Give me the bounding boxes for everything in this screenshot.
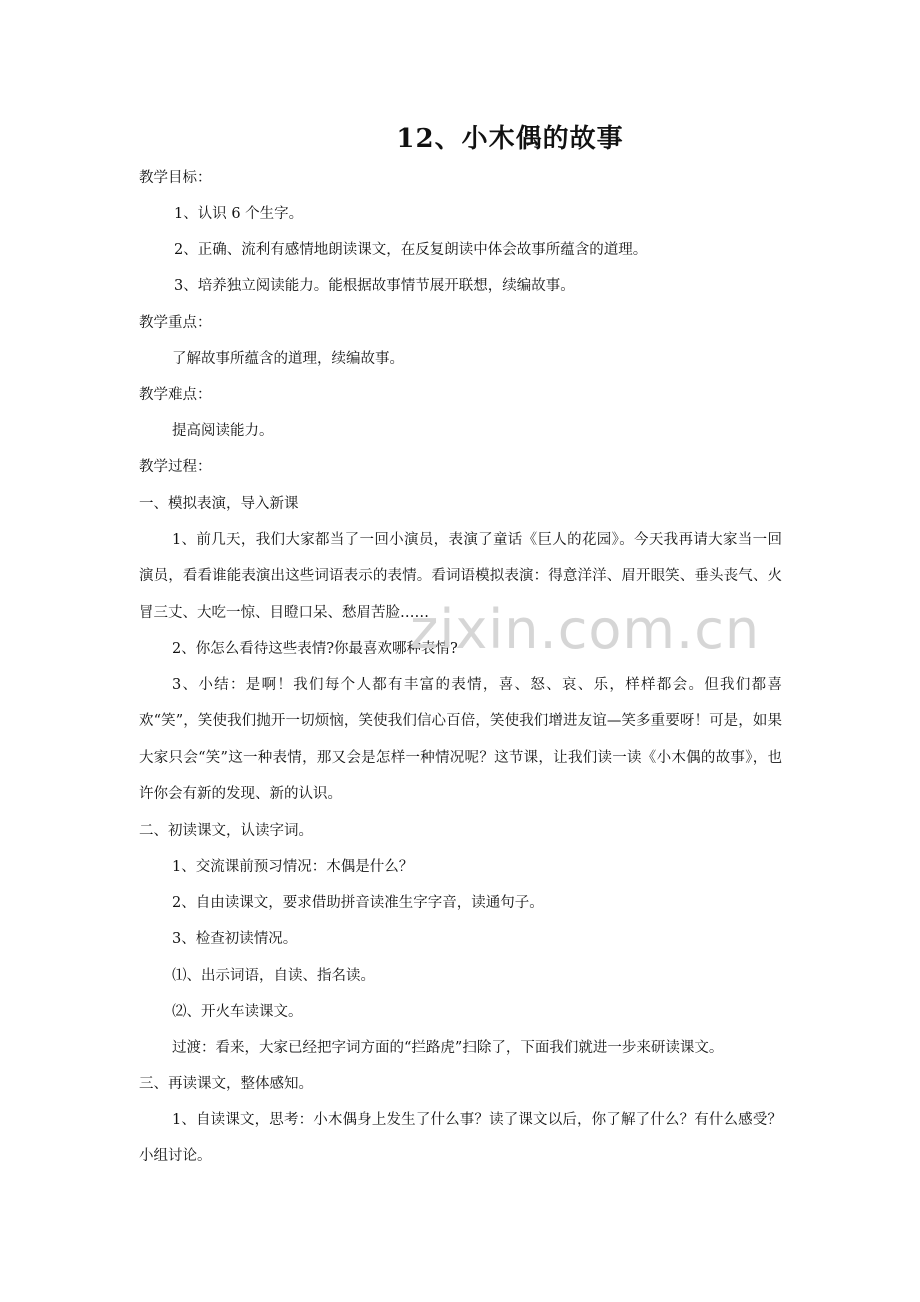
part-1-summary: 3、小结：是啊！我们每个人都有丰富的表情，喜、怒、哀、乐，样样都会。但我们都喜欢“笑”，笑使我们抛开一切烦恼，笑使我们信心百倍，笑使我们增进友谊—笑多重要呀！可是，如果大家只会“笑”这一种表情，那又会是怎样一种情况呢？这节课，让我们读一读《小木偶的故事》，也许你会有新的发现、新的认识。 xyxy=(139,677,782,803)
section-heading-process: 教学过程： xyxy=(139,459,212,475)
part-3-heading: 三、再读课文，整体感知。 xyxy=(139,1076,313,1092)
part-2-substep-2: ⑵、开火车读课文。 xyxy=(172,1004,303,1020)
part-2-step-1: 1、交流课前预习情况：木偶是什么？ xyxy=(172,859,414,875)
part-2-step-2: 2、自由读课文，要求借助拼音读准生字字音，读通句子。 xyxy=(172,895,544,911)
objective-2: 2、正确、流利有感情地朗读课文，在反复朗读中体会故事所蕴含的道理。 xyxy=(174,242,648,258)
part-2-heading: 二、初读课文，认读字词。 xyxy=(139,823,313,839)
watermark: zixin.com.cn xyxy=(410,598,761,661)
transition-text: 过渡：看来，大家已经把字词方面的“拦路虎”扫除了，下面我们就进一步来研读课文。 xyxy=(172,1040,724,1056)
part-1-step-2: 2、你怎么看待这些表情?你最喜欢哪种表情? xyxy=(172,641,458,657)
section-heading-difficulties: 教学难点： xyxy=(139,387,212,403)
section-heading-objectives: 教学目标： xyxy=(139,170,212,186)
section-heading-key-points: 教学重点： xyxy=(139,315,212,331)
objective-3: 3、培养独立阅读能力。能根据故事情节展开联想，续编故事。 xyxy=(174,278,575,294)
key-points-text: 了解故事所蕴含的道理，续编故事。 xyxy=(172,351,404,367)
document-title: 12、小木偶的故事 xyxy=(396,124,624,154)
part-3-step-1: 1、自读课文，思考：小木偶身上发生了什么事？读了课文以后，你了解了什么？有什么感受？小组讨论。 xyxy=(139,1112,782,1165)
objective-1: 1、认识 6 个生字。 xyxy=(174,206,304,222)
part-1-heading: 一、模拟表演，导入新课 xyxy=(139,496,299,512)
part-2-step-3: 3、检查初读情况。 xyxy=(172,931,298,947)
part-2-substep-1: ⑴、出示词语，自读、指名读。 xyxy=(172,968,375,984)
difficulties-text: 提高阅读能力。 xyxy=(172,423,274,439)
part-1-step-1: 1、前几天，我们大家都当了一回小演员，表演了童话《巨人的花园》。今天我再请大家当一回演员，看看谁能表演出这些词语表示的表情。看词语模拟表演：得意洋洋、眉开眼笑、垂头丧气、火冒三丈、大吃一惊、目瞪口呆、愁眉苦脸…… xyxy=(139,532,782,621)
